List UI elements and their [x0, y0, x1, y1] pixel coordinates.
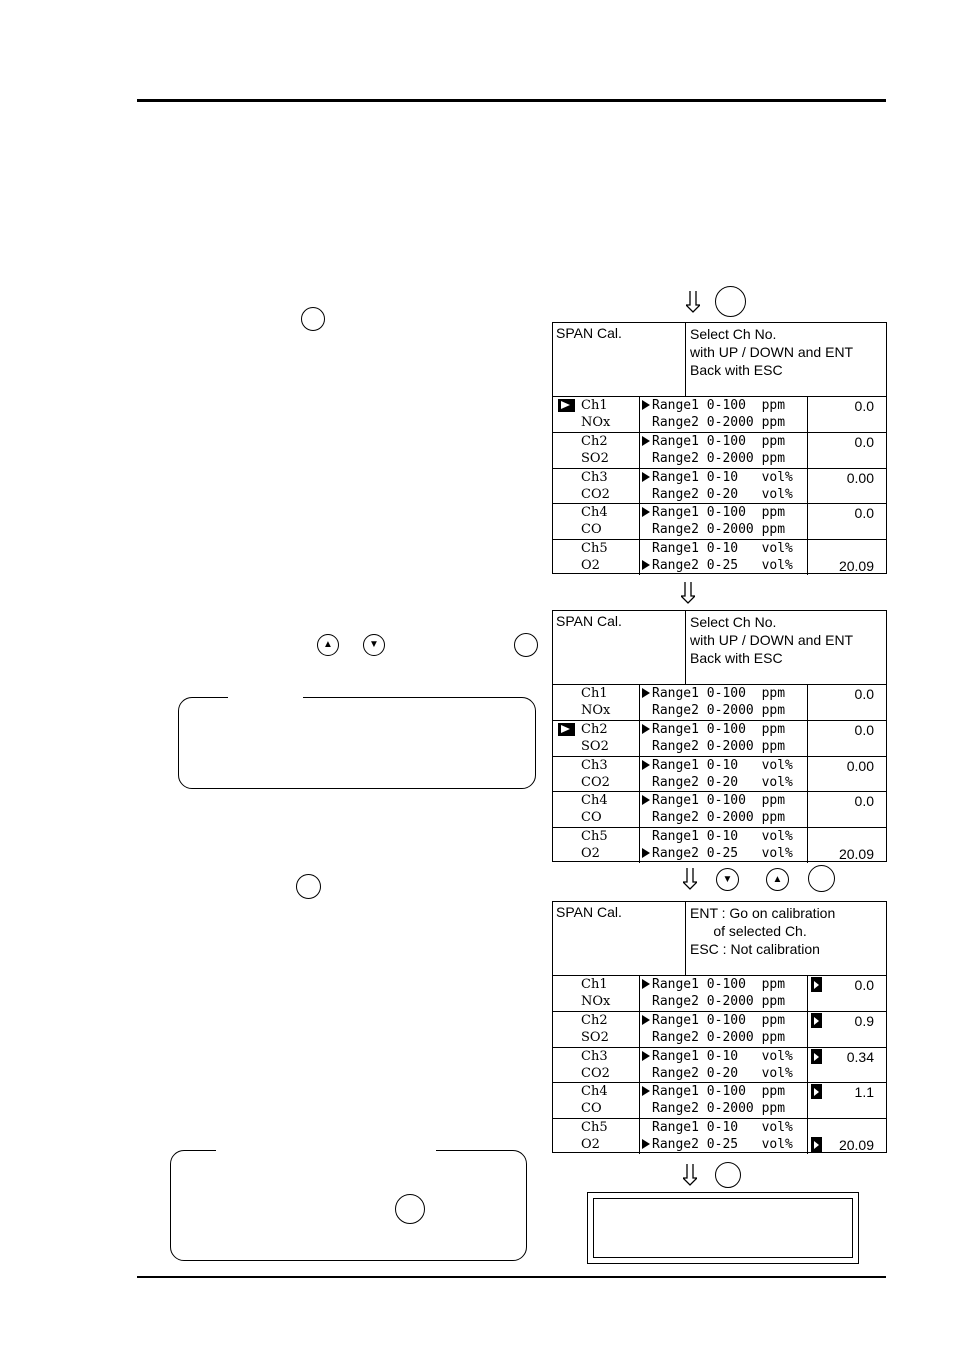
range-pointer-icon — [642, 724, 650, 734]
measured-value: 0.00 — [846, 469, 874, 486]
down-flow-arrow-icon — [686, 291, 700, 311]
gas-name: CO — [581, 810, 602, 826]
range1-label — [642, 397, 785, 414]
note-box — [178, 697, 536, 789]
note-title-gap — [216, 1149, 436, 1152]
range2-text: Range2 0-2000 ppm — [652, 1029, 786, 1045]
range-pointer-icon — [642, 979, 650, 989]
screen-message — [690, 325, 853, 379]
screen-message — [690, 904, 835, 958]
range-pointer-icon — [642, 1068, 650, 1078]
channel-name: Ch5 — [581, 541, 608, 557]
channel-name: Ch2 — [581, 433, 608, 449]
channel-name: Ch4 — [581, 505, 608, 521]
value-divider — [807, 684, 808, 720]
footer-rule — [137, 1276, 886, 1278]
channel-cell — [553, 975, 640, 1011]
screen-header — [553, 902, 886, 976]
message-line: Select Ch No. — [690, 326, 777, 342]
range-pointer-icon — [642, 524, 650, 534]
value-divider — [807, 432, 808, 468]
span-cal-screen-3 — [552, 901, 887, 1153]
measured-value: 0.0 — [854, 505, 874, 522]
message-line: Back with ESC — [690, 650, 783, 666]
range-pointer-icon — [642, 400, 650, 410]
key-circle-icon — [301, 307, 325, 331]
channel-row[interactable] — [553, 432, 886, 469]
range2-label — [642, 1065, 793, 1082]
message-line: Select Ch No. — [690, 614, 777, 630]
range1-text: Range1 0-100 ppm — [652, 1012, 786, 1028]
gas-name: SO2 — [581, 1029, 609, 1045]
range-pointer-icon — [642, 848, 650, 858]
note-box — [170, 1150, 527, 1261]
key-circle-icon — [296, 874, 321, 899]
range1-text: Range1 0-100 ppm — [652, 686, 786, 701]
calibration-target-icon — [811, 1084, 822, 1099]
channel-cell — [553, 468, 640, 504]
range2-label — [642, 521, 785, 538]
channel-name: Ch4 — [581, 1084, 608, 1100]
channel-cell — [553, 827, 640, 863]
range-pointer-icon — [642, 560, 650, 570]
value-divider — [807, 791, 808, 827]
channel-cell — [553, 720, 640, 756]
span-cal-screen-2 — [552, 610, 887, 862]
screen-title: SPAN Cal. — [556, 904, 622, 920]
gas-name: O2 — [581, 558, 600, 574]
range1-text: Range1 0-100 ppm — [652, 1084, 786, 1100]
range-pointer-icon — [642, 489, 650, 499]
value-divider — [807, 1011, 808, 1047]
measured-value: 20.09 — [838, 558, 874, 575]
key-circle-icon — [715, 286, 746, 317]
measured-value: 20.09 — [838, 846, 874, 863]
value-divider — [807, 756, 808, 792]
channel-row[interactable] — [553, 720, 886, 757]
range2-label — [642, 774, 793, 791]
range-pointer-icon — [642, 436, 650, 446]
range1-label — [642, 433, 785, 450]
range2-text: Range2 0-20 vol% — [652, 1065, 793, 1081]
range2-label — [642, 1136, 793, 1153]
key-circle-icon — [514, 633, 538, 657]
range2-label — [642, 486, 793, 503]
screen-header — [553, 611, 886, 685]
down-arrow-key-icon: ▼ — [716, 868, 739, 891]
channel-name: Ch1 — [581, 977, 608, 992]
gas-name: NOx — [581, 994, 611, 1009]
measured-value: 0.0 — [854, 433, 874, 450]
range2-text: Range2 0-2000 ppm — [652, 703, 786, 718]
range2-label — [642, 557, 793, 574]
range2-text: Range2 0-20 vol% — [652, 774, 793, 790]
measured-value: 1.1 — [854, 1084, 874, 1101]
gas-name: CO — [581, 522, 602, 538]
channel-row[interactable] — [553, 756, 886, 793]
channel-cell — [553, 503, 640, 539]
range2-text: Range2 0-20 vol% — [652, 486, 793, 502]
channel-name: Ch2 — [581, 721, 608, 737]
value-divider — [807, 1082, 808, 1118]
header-divider — [685, 611, 686, 684]
range2-label — [642, 702, 785, 719]
range-pointer-icon — [642, 1086, 650, 1096]
gas-name: CO2 — [581, 774, 610, 790]
channel-cell — [553, 432, 640, 468]
range-pointer-icon — [642, 1015, 650, 1025]
channel-name: Ch1 — [581, 398, 608, 413]
range2-text: Range2 0-2000 ppm — [652, 450, 786, 466]
range2-text: Range2 0-2000 ppm — [652, 522, 786, 538]
channel-cell — [553, 396, 640, 432]
range2-label — [642, 809, 785, 826]
range-pointer-icon — [642, 812, 650, 822]
range-pointer-icon — [642, 1103, 650, 1113]
message-line: ENT : Go on calibration — [690, 905, 836, 921]
screen-title: SPAN Cal. — [556, 325, 622, 341]
value-divider — [807, 827, 808, 863]
gas-name: O2 — [581, 846, 600, 862]
screen-header — [553, 323, 886, 397]
range1-label — [642, 1083, 785, 1100]
range-pointer-icon — [642, 507, 650, 517]
channel-row[interactable] — [553, 975, 886, 1012]
calibration-target-icon — [811, 1049, 822, 1064]
range2-label — [642, 414, 785, 431]
gas-name: CO2 — [581, 1065, 610, 1081]
range1-text: Range1 0-100 ppm — [652, 721, 786, 737]
value-divider — [807, 539, 808, 575]
calibration-target-icon — [811, 1013, 822, 1028]
span-cal-screen-1 — [552, 322, 887, 574]
channel-row[interactable] — [553, 1118, 886, 1154]
channel-name: Ch3 — [581, 757, 608, 773]
channel-cell — [553, 539, 640, 575]
range2-text: Range2 0-2000 ppm — [652, 1101, 786, 1117]
range1-text: Range1 0-10 vol% — [652, 541, 793, 557]
note-title-gap — [228, 696, 303, 699]
range-pointer-icon — [642, 453, 650, 463]
gas-name: SO2 — [581, 450, 609, 466]
range2-text: Range2 0-2000 ppm — [652, 810, 786, 826]
channel-name: Ch4 — [581, 793, 608, 809]
value-divider — [807, 396, 808, 432]
range-pointer-icon — [642, 705, 650, 715]
range-pointer-icon — [642, 831, 650, 841]
channel-cell — [553, 1047, 640, 1083]
channel-cell — [553, 756, 640, 792]
range1-label — [642, 757, 793, 774]
measured-value: 0.34 — [846, 1048, 874, 1065]
calibration-target-icon — [811, 1137, 822, 1152]
value-divider — [807, 1047, 808, 1083]
measured-value: 0.0 — [854, 398, 874, 414]
channel-cell — [553, 1082, 640, 1118]
value-divider — [807, 468, 808, 504]
header-rule — [137, 99, 886, 102]
up-arrow-key-icon: ▲ — [766, 868, 789, 891]
selection-cursor-icon — [558, 399, 575, 412]
message-line: ESC : Not calibration — [690, 941, 820, 957]
value-divider — [807, 975, 808, 1011]
value-divider — [807, 503, 808, 539]
range1-text: Range1 0-10 vol% — [652, 1048, 793, 1064]
range1-label — [642, 721, 785, 738]
range1-text: Range1 0-10 vol% — [652, 829, 793, 845]
gas-name: NOx — [581, 703, 611, 718]
range1-label — [642, 504, 785, 521]
message-line: with UP / DOWN and ENT — [690, 632, 854, 648]
range1-text: Range1 0-100 ppm — [652, 398, 786, 413]
range-pointer-icon — [642, 688, 650, 698]
range1-text: Range1 0-100 ppm — [652, 505, 786, 521]
key-circle-icon — [715, 1162, 741, 1188]
measured-value: 0.0 — [854, 977, 874, 993]
range1-label — [642, 685, 785, 702]
message-line: Back with ESC — [690, 362, 783, 378]
range-pointer-icon — [642, 760, 650, 770]
measured-value: 20.09 — [838, 1137, 874, 1154]
range1-label — [642, 1048, 793, 1065]
key-circle-icon — [395, 1194, 425, 1224]
range-pointer-icon — [642, 472, 650, 482]
range-pointer-icon — [642, 1051, 650, 1061]
down-flow-arrow-icon — [681, 582, 695, 602]
range1-label — [642, 828, 793, 845]
measured-value: 0.0 — [854, 793, 874, 810]
range1-text: Range1 0-100 ppm — [652, 977, 786, 992]
calibration-target-icon — [811, 977, 822, 992]
channel-name: Ch5 — [581, 829, 608, 845]
range1-label — [642, 792, 785, 809]
range2-text: Range2 0-2000 ppm — [652, 738, 786, 754]
range-pointer-icon — [642, 417, 650, 427]
message-line: of selected Ch. — [690, 923, 807, 939]
range1-text: Range1 0-10 vol% — [652, 469, 793, 485]
measured-value: 0.00 — [846, 757, 874, 774]
range1-label — [642, 1012, 785, 1029]
gas-name: SO2 — [581, 738, 609, 754]
gas-name: CO — [581, 1101, 602, 1117]
channel-name: Ch3 — [581, 469, 608, 485]
range-pointer-icon — [642, 741, 650, 751]
channel-row[interactable] — [553, 791, 886, 828]
range1-label — [642, 540, 793, 557]
range-pointer-icon — [642, 1032, 650, 1042]
range2-label — [642, 1029, 785, 1046]
measured-value: 0.9 — [854, 1012, 874, 1029]
measured-value: 0.0 — [854, 721, 874, 738]
range1-text: Range1 0-10 vol% — [652, 1120, 793, 1136]
range2-label — [642, 738, 785, 755]
channel-row[interactable] — [553, 684, 886, 721]
channel-cell — [553, 1118, 640, 1154]
channel-name: Ch2 — [581, 1012, 608, 1028]
key-circle-icon — [808, 865, 835, 892]
range-pointer-icon — [642, 996, 650, 1006]
header-divider — [685, 323, 686, 396]
range2-label — [642, 845, 793, 862]
range-pointer-icon — [642, 543, 650, 553]
gas-name: CO2 — [581, 486, 610, 502]
value-divider — [807, 720, 808, 756]
range2-label — [642, 450, 785, 467]
range1-label — [642, 1119, 793, 1136]
range2-text: Range2 0-25 vol% — [652, 846, 793, 862]
down-arrow-key-icon: ▼ — [363, 634, 385, 656]
range-pointer-icon — [642, 1122, 650, 1132]
range2-label — [642, 1100, 785, 1117]
channel-name: Ch5 — [581, 1120, 608, 1136]
screen-message — [690, 613, 853, 667]
next-screen-inner-frame — [593, 1198, 853, 1258]
up-arrow-key-icon: ▲ — [317, 634, 339, 656]
channel-row[interactable] — [553, 1047, 886, 1084]
range-pointer-icon — [642, 795, 650, 805]
range1-text: Range1 0-10 vol% — [652, 757, 793, 773]
range1-text: Range1 0-100 ppm — [652, 433, 786, 449]
selection-cursor-icon — [558, 723, 575, 736]
channel-row[interactable] — [553, 539, 886, 575]
range2-text: Range2 0-2000 ppm — [652, 415, 786, 430]
screen-title: SPAN Cal. — [556, 613, 622, 629]
range1-label — [642, 976, 785, 993]
channel-row[interactable] — [553, 1011, 886, 1048]
range1-text: Range1 0-100 ppm — [652, 793, 786, 809]
channel-cell — [553, 791, 640, 827]
down-flow-arrow-icon — [683, 868, 697, 888]
range1-label — [642, 469, 793, 486]
channel-row[interactable] — [553, 503, 886, 540]
range2-text: Range2 0-25 vol% — [652, 1137, 793, 1153]
gas-name: NOx — [581, 415, 611, 430]
channel-name: Ch1 — [581, 686, 608, 701]
channel-row[interactable] — [553, 1082, 886, 1119]
channel-cell — [553, 1011, 640, 1047]
channel-name: Ch3 — [581, 1048, 608, 1064]
measured-value: 0.0 — [854, 686, 874, 702]
header-divider — [685, 902, 686, 975]
channel-row[interactable] — [553, 396, 886, 433]
value-divider — [807, 1118, 808, 1154]
message-line: with UP / DOWN and ENT — [690, 344, 854, 360]
range2-label — [642, 993, 785, 1010]
gas-name: O2 — [581, 1137, 600, 1153]
range2-text: Range2 0-25 vol% — [652, 558, 793, 574]
range2-text: Range2 0-2000 ppm — [652, 994, 786, 1009]
channel-row[interactable] — [553, 468, 886, 505]
range-pointer-icon — [642, 777, 650, 787]
range-pointer-icon — [642, 1139, 650, 1149]
channel-row[interactable] — [553, 827, 886, 863]
down-flow-arrow-icon — [683, 1164, 697, 1184]
channel-cell — [553, 684, 640, 720]
